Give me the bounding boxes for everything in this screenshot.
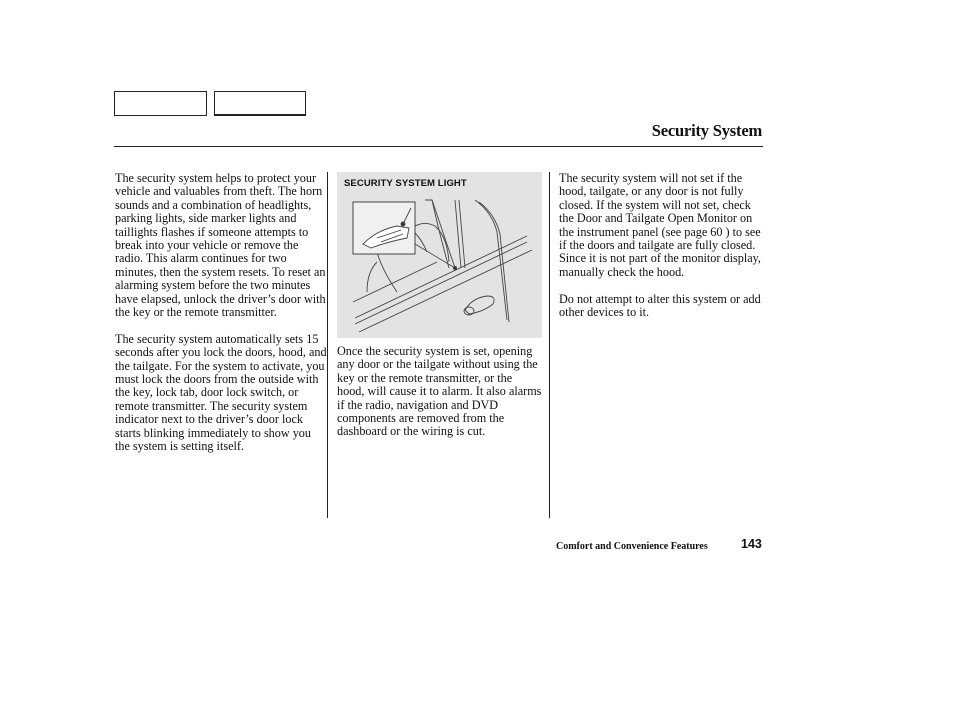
paragraph: The security system helps to protect your vehicle and valuables from theft. The horn sounds and a combination of headlights, parking lights, side marker lights and taillights flashes if someone attempts to break into your vehicle or remove the radio. This alarm continues for two minutes, then the system resets. To reset an alarming system before the two minutes have elapsed, unlock the driver’s door with the key or the remote transmitter.: [115, 171, 326, 320]
header-rule: [114, 146, 763, 147]
column-2: [337, 345, 542, 452]
security-light-figure: [337, 172, 542, 338]
paragraph: The security system will not set if the hood, tailgate, or any door is not fully closed. If the system will not set, check the Door and Tailgate Open Monitor on the instrument panel (see page 60 ) to see if the doors and tailgate are fully closed. Since it is not part of the monitor display, manually check the hood.: [559, 171, 761, 279]
paragraph: The security system automatically sets 15 seconds after you lock the doors, hood, and the tailgate. For the system to activate, you must lock the doors from the outside with the key, lock tab, door lock switch, or remote transmitter. The security system indicator next to the driver’s door lock starts blinking immediately to show you the system is setting itself.: [115, 331, 327, 454]
column-1: [115, 172, 327, 467]
column-3: [559, 172, 765, 333]
paragraph: Once the security system is set, opening any door or the tailgate without using the key or the remote transmitter, or the hood, will cause it to alarm. It also alarms if the radio, navigation and DVD components are removed from the dashboard or the wiring is cut.: [337, 344, 542, 439]
figure-caption: SECURITY SYSTEM LIGHT: [344, 178, 467, 189]
nav-button-2[interactable]: [214, 91, 306, 116]
door-illustration: [337, 172, 542, 338]
column-divider: [549, 172, 550, 518]
footer-section-title: Comfort and Convenience Features: [556, 541, 708, 552]
column-divider: [327, 172, 328, 518]
page-number: 143: [741, 537, 762, 551]
nav-button-1[interactable]: [114, 91, 207, 116]
paragraph: Do not attempt to alter this system or add other devices to it.: [559, 291, 761, 320]
page-title: Security System: [651, 121, 762, 140]
